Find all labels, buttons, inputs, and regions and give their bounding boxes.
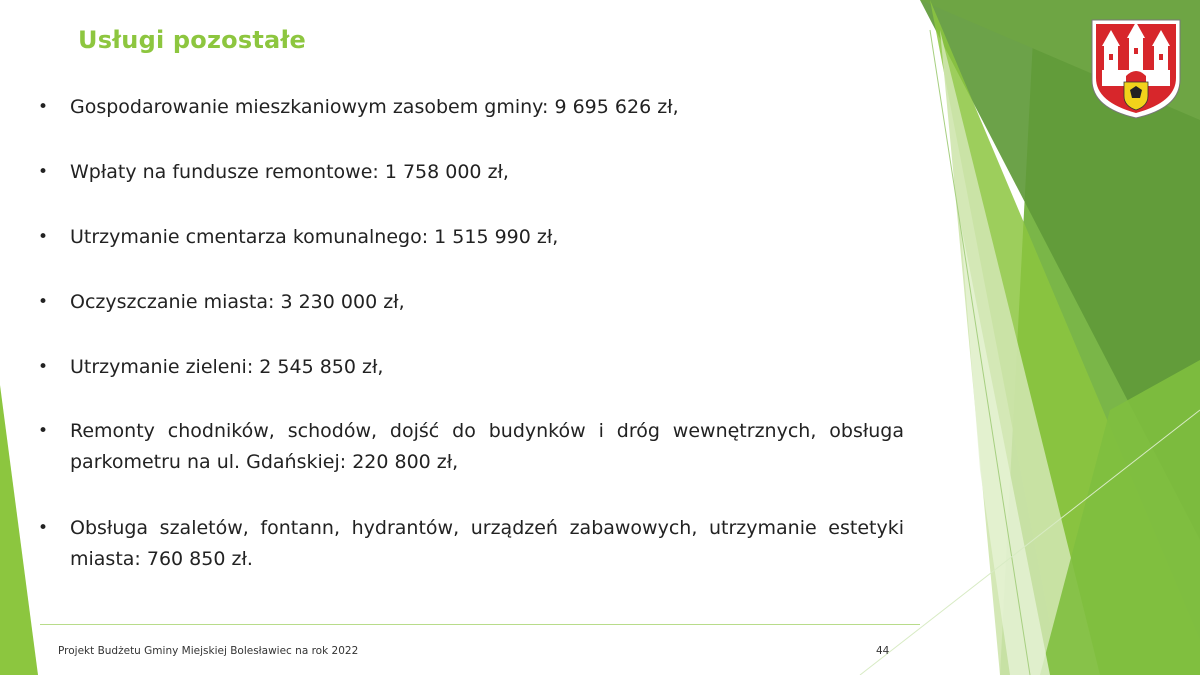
list-item-text: Obsługa szaletów, fontann, hydrantów, urządzeń zabawowych, utrzymanie estetyki miasta: 760 850 zł. — [70, 517, 904, 570]
list-item — [38, 287, 904, 318]
left-green-triangle — [0, 385, 38, 675]
bullet-marker: • — [38, 162, 49, 182]
bullet-marker: • — [38, 227, 49, 247]
list-item-text: Utrzymanie zieleni: 2 545 850 zł, — [70, 356, 384, 378]
slide-title: Usługi pozostałe — [78, 26, 306, 54]
bullet-marker: • — [38, 518, 49, 538]
list-item — [38, 513, 904, 575]
bullet-marker: • — [38, 357, 49, 377]
bullet-marker: • — [38, 421, 49, 441]
boleslawiec-crest-icon — [1090, 18, 1182, 120]
list-item-text: Utrzymanie cmentarza komunalnego: 1 515 990 zł, — [70, 226, 559, 248]
list-item-text: Gospodarowanie mieszkaniowym zasobem gminy: 9 695 626 zł, — [70, 96, 679, 118]
footer-divider — [40, 624, 920, 625]
list-item — [38, 92, 904, 123]
list-item — [38, 352, 904, 383]
list-item — [38, 157, 904, 188]
bullet-marker: • — [38, 97, 49, 117]
list-item-text: Remonty chodników, schodów, dojść do budynków i dróg wewnętrznych, obsługa parkometru na ul. Gdańskiej: 220 800 zł, — [70, 420, 904, 473]
footer-text: Projekt Budżetu Gminy Miejskiej Bolesławiec na rok 2022 — [58, 645, 359, 657]
bullet-marker: • — [38, 292, 49, 312]
list-item-text: Oczyszczanie miasta: 3 230 000 zł, — [70, 291, 405, 313]
list-item — [38, 222, 904, 253]
list-item-text: Wpłaty na fundusze remontowe: 1 758 000 zł, — [70, 161, 509, 183]
list-item — [38, 416, 904, 478]
page-number: 44 — [876, 645, 890, 657]
